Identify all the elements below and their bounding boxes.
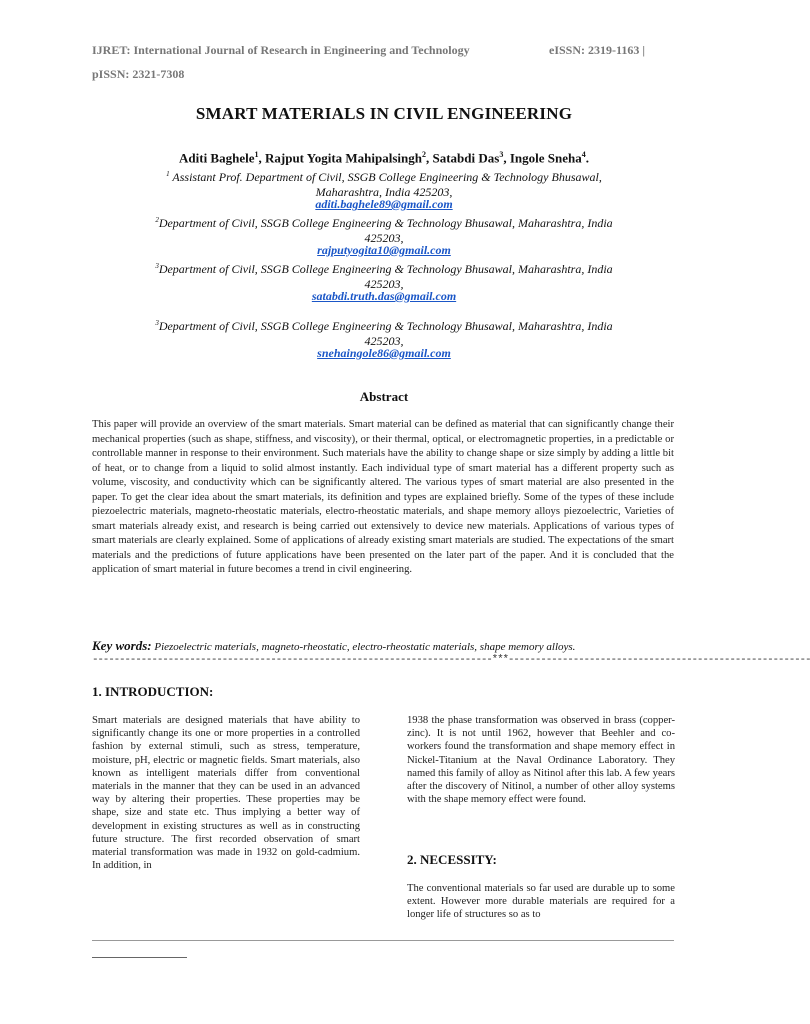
author-sup: 2 (422, 150, 426, 159)
affiliation-line: 425203, (364, 277, 404, 291)
author-list (0, 150, 768, 166)
affiliation-sup: 3 (155, 319, 159, 327)
affiliation-line: Department of Civil, SSGB College Engineering & Technology Bhusawal, Maharashtra, India (158, 216, 613, 230)
pissn: pISSN: 2321-7308 (92, 67, 185, 81)
email-link-4[interactable]: snehaingole86@gmail.com (317, 346, 451, 360)
section-separator: --------------------------------------------------------------------------***-------------------------------------------------------- (92, 654, 810, 666)
author-sup: 3 (499, 150, 504, 159)
email-link-2[interactable]: rajputyogita10@gmail.com (317, 243, 451, 257)
eissn: eISSN: 2319-1163 | (549, 43, 645, 57)
affiliation-sup: 1 (166, 170, 170, 178)
author-separator: . (585, 150, 589, 166)
author-name: Ingole Sneha (509, 150, 582, 166)
keywords-text: Piezoelectric materials, magneto-rheostatic, electro-rheostatic materials, shape memory alloys. (151, 641, 576, 653)
introduction-heading: 1. INTRODUCTION: (92, 684, 214, 699)
affiliation-1 (110, 167, 658, 200)
necessity-text: The conventional materials so far used are durable up to some extent. However more durable materials are required for a longer life of structures so as to (407, 883, 675, 921)
keywords-line (92, 638, 692, 654)
footnote-rule (92, 957, 187, 958)
author-separator: , (258, 150, 265, 166)
email-link-3[interactable]: satabdi.truth.das@gmail.com (311, 289, 457, 303)
affiliation-line: Department of Civil, SSGB College Engineering & Technology Bhusawal, Maharashtra, India (158, 262, 613, 276)
affiliation-4 (110, 316, 658, 349)
author-name: Aditi Baghele (179, 150, 255, 166)
affiliation-line: 425203, (364, 334, 404, 348)
affiliation-line: Assistant Prof. Department of Civil, SSGB College Engineering & Technology Bhusawal, (169, 170, 602, 184)
affiliation-sup: 2 (155, 216, 159, 224)
introduction-right-column: 1938 the phase transformation was observed in brass (copper-zinc). It is not until 1962, however that Beehler and co-workers found the transformation and shape memory effect in Nickel-Titanium at the Naval Ordinance Laboratory. They named this family of alloy as Nitinol after this lab. A few years after the discovery of Nitinol, a number of other alloy systems with the shape memory effect were found. (407, 715, 675, 806)
author-sup: 1 (254, 150, 259, 159)
author-sup: 4 (581, 150, 586, 159)
introduction-left-column: Smart materials are designed materials that have ability to significantly change its one or more properties in a controlled fashion by external stimuli, such as stress, temperature, moisture, pH, electric or magnetic fields. Smart materials, also known as intelligent materials differ from conventional materials in the manner that they can be used in an advanced way by altering their properties. These properties may be shape, size and state etc. Thus implying a better way of development in existing structures as well as in constructing future structure. The first recorded observation of smart material transformation was made in 1932 on gold-cadmium. In addition, in (92, 715, 360, 872)
affiliation-3 (110, 259, 658, 292)
affiliation-line: 425203, (364, 231, 404, 245)
author-name: Satabdi Das (432, 150, 500, 166)
affiliation-line: Maharashtra, India 425203, (315, 185, 453, 199)
affiliation-sup: 3 (155, 262, 159, 270)
abstract-heading: Abstract (359, 389, 409, 404)
email-link-1[interactable]: aditi.baghele89@gmail.com (315, 197, 453, 211)
affiliation-line: Department of Civil, SSGB College Engineering & Technology Bhusawal, Maharashtra, India (158, 319, 613, 333)
necessity-heading: 2. NECESSITY: (407, 852, 497, 867)
paper-title: SMART MATERIALS IN CIVIL ENGINEERING (195, 104, 573, 123)
author-separator: , (503, 150, 510, 166)
affiliation-2 (110, 213, 658, 246)
keywords-label: Key words: (92, 638, 152, 653)
abstract-body: This paper will provide an overview of the smart materials. Smart material can be defined as material that can significantly change their mechanical properties (such as shape, stiffness, and viscosity), or their thermal, optical, or electromagnetic properties, in a predictable or controllable manner in response to their environment. Such materials have the ability to change shape or size simply by adding a little bit of heat, or to change from a liquid to solid almost instantly. Each individual type of smart material has a different property such as volume, viscosity, and conductivity which can be significantly altered. The various types of smart material are also presented in the paper. To get the clear idea about the smart materials, its definition and types are explained briefly. Some of the types of these include piezoelectric materials, magneto-rheostatic materials, electro-rheostatic materials, and shape memory alloys piezoelectric, Varieties of smart materials already exist, and research is being carried out extensively to device new materials. Applications of various types of smart materials are clearly explained. Some of applications of already existing smart materials are studied. The expectations of the smart materials and the predictions of future applications have been presented on the later part of the paper. And it is concluded that the application of smart material in future becomes a trend in civil engineering. (92, 419, 674, 575)
author-name: Rajput Yogita Mahipalsingh (265, 150, 422, 166)
footer-rule (92, 940, 674, 941)
journal-name: IJRET: International Journal of Research in Engineering and Technology (92, 43, 470, 57)
author-separator: , (426, 150, 433, 166)
running-header (92, 43, 645, 58)
